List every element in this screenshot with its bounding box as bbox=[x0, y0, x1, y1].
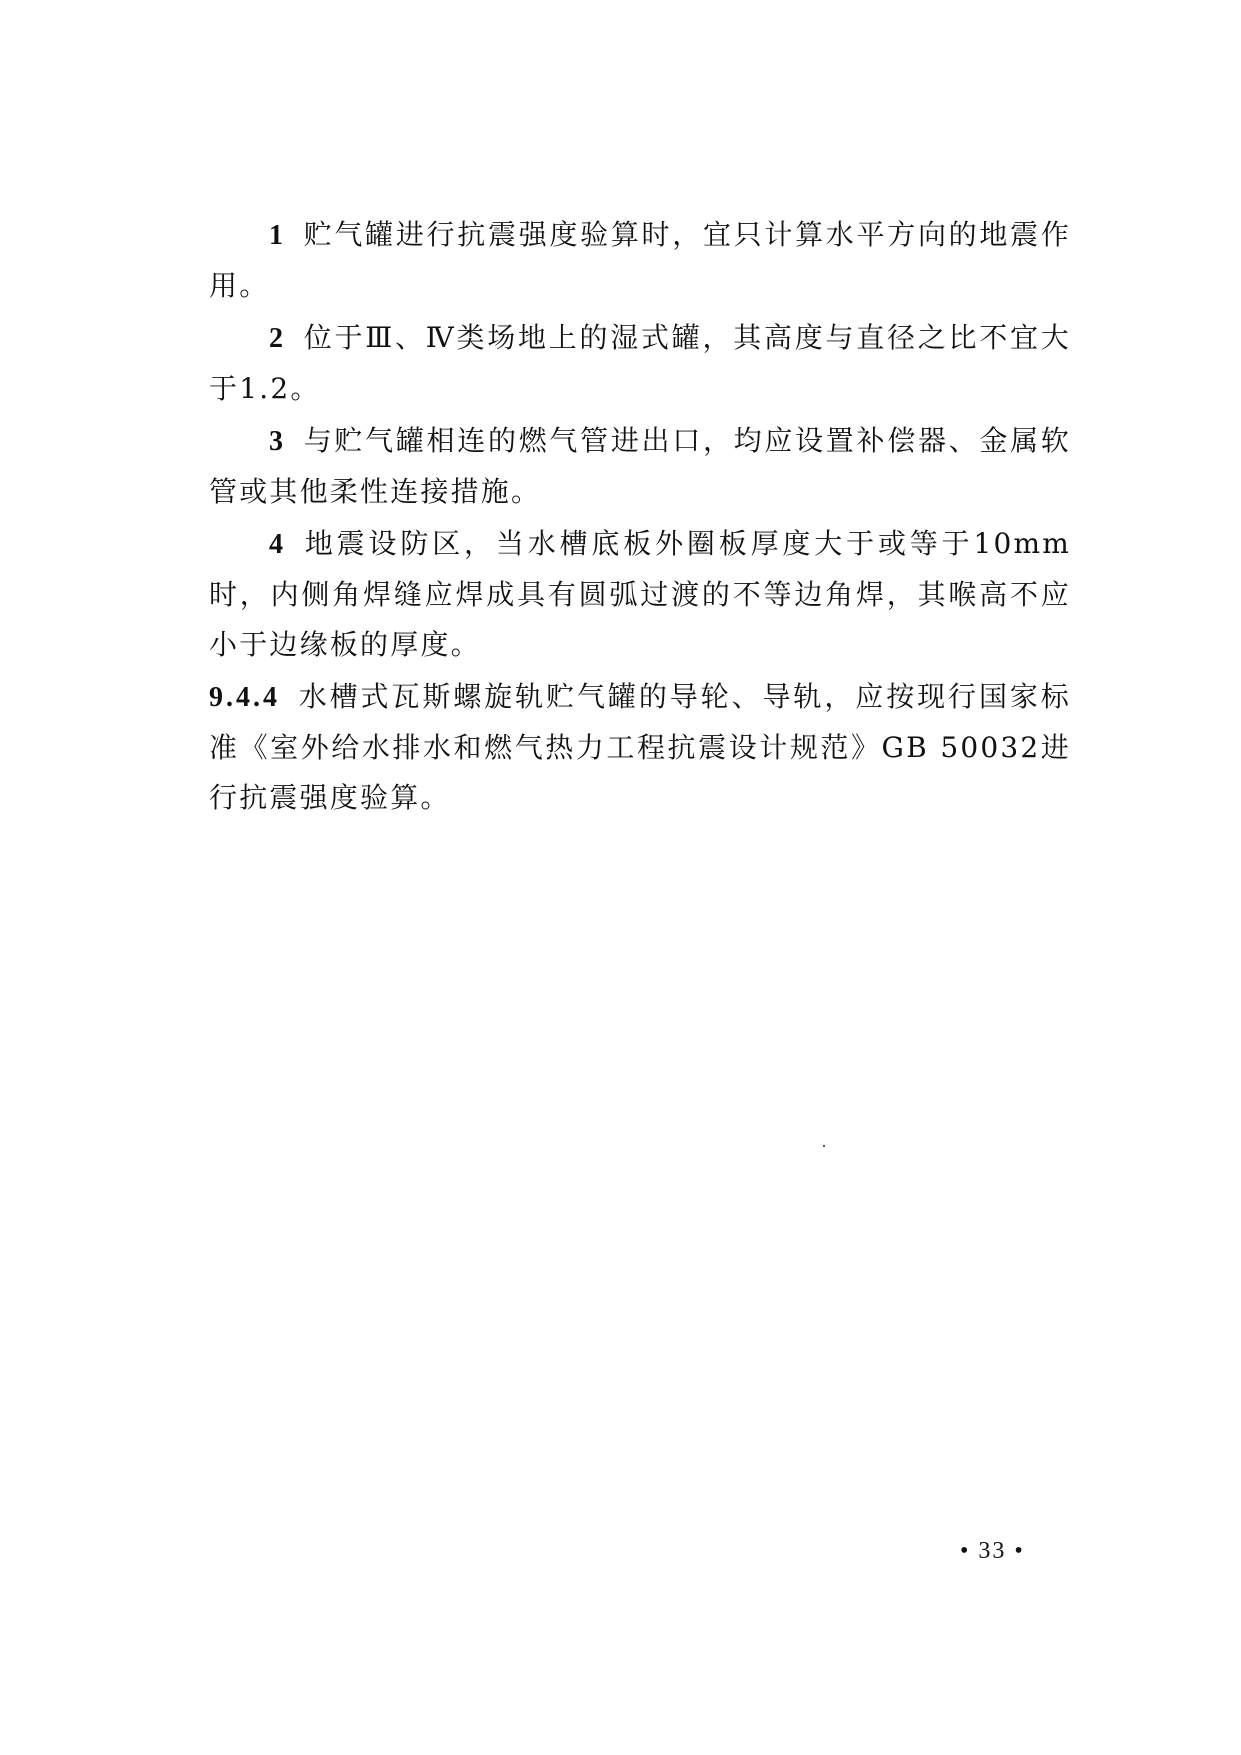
item-text: 与贮气罐相连的燃气管进出口，均应设置补偿器、金属软管或其他柔性连接措施。 bbox=[209, 424, 1071, 508]
scan-speck bbox=[823, 1145, 825, 1147]
item-text: 位于Ⅲ、Ⅳ类场地上的湿式罐，其高度与直径之比不宜大于1.2。 bbox=[209, 321, 1071, 405]
item-number: 2 bbox=[269, 323, 286, 354]
clause-paragraph bbox=[209, 672, 1071, 823]
clause-text: 水槽式瓦斯螺旋轨贮气罐的导轮、导轨，应按现行国家标准《室外给水排水和燃气热力工程抗震设计规范》GB 50032进行抗震强度验算。 bbox=[209, 680, 1071, 814]
page-number: • 33 • bbox=[960, 1538, 1025, 1564]
list-item bbox=[209, 519, 1071, 670]
page-content bbox=[209, 210, 1071, 825]
item-number: 4 bbox=[269, 529, 286, 560]
item-text: 地震设防区，当水槽底板外圈板厚度大于或等于10mm时，内侧角焊缝应焊成具有圆弧过渡的不等边角焊，其喉高不应小于边缘板的厚度。 bbox=[209, 527, 1071, 661]
list-item bbox=[209, 313, 1071, 414]
item-number: 3 bbox=[269, 426, 286, 457]
item-number: 1 bbox=[269, 220, 286, 251]
clause-number: 9.4.4 bbox=[209, 682, 280, 713]
item-text: 贮气罐进行抗震强度验算时，宜只计算水平方向的地震作用。 bbox=[209, 218, 1071, 302]
list-item bbox=[209, 416, 1071, 517]
list-item bbox=[209, 210, 1071, 311]
